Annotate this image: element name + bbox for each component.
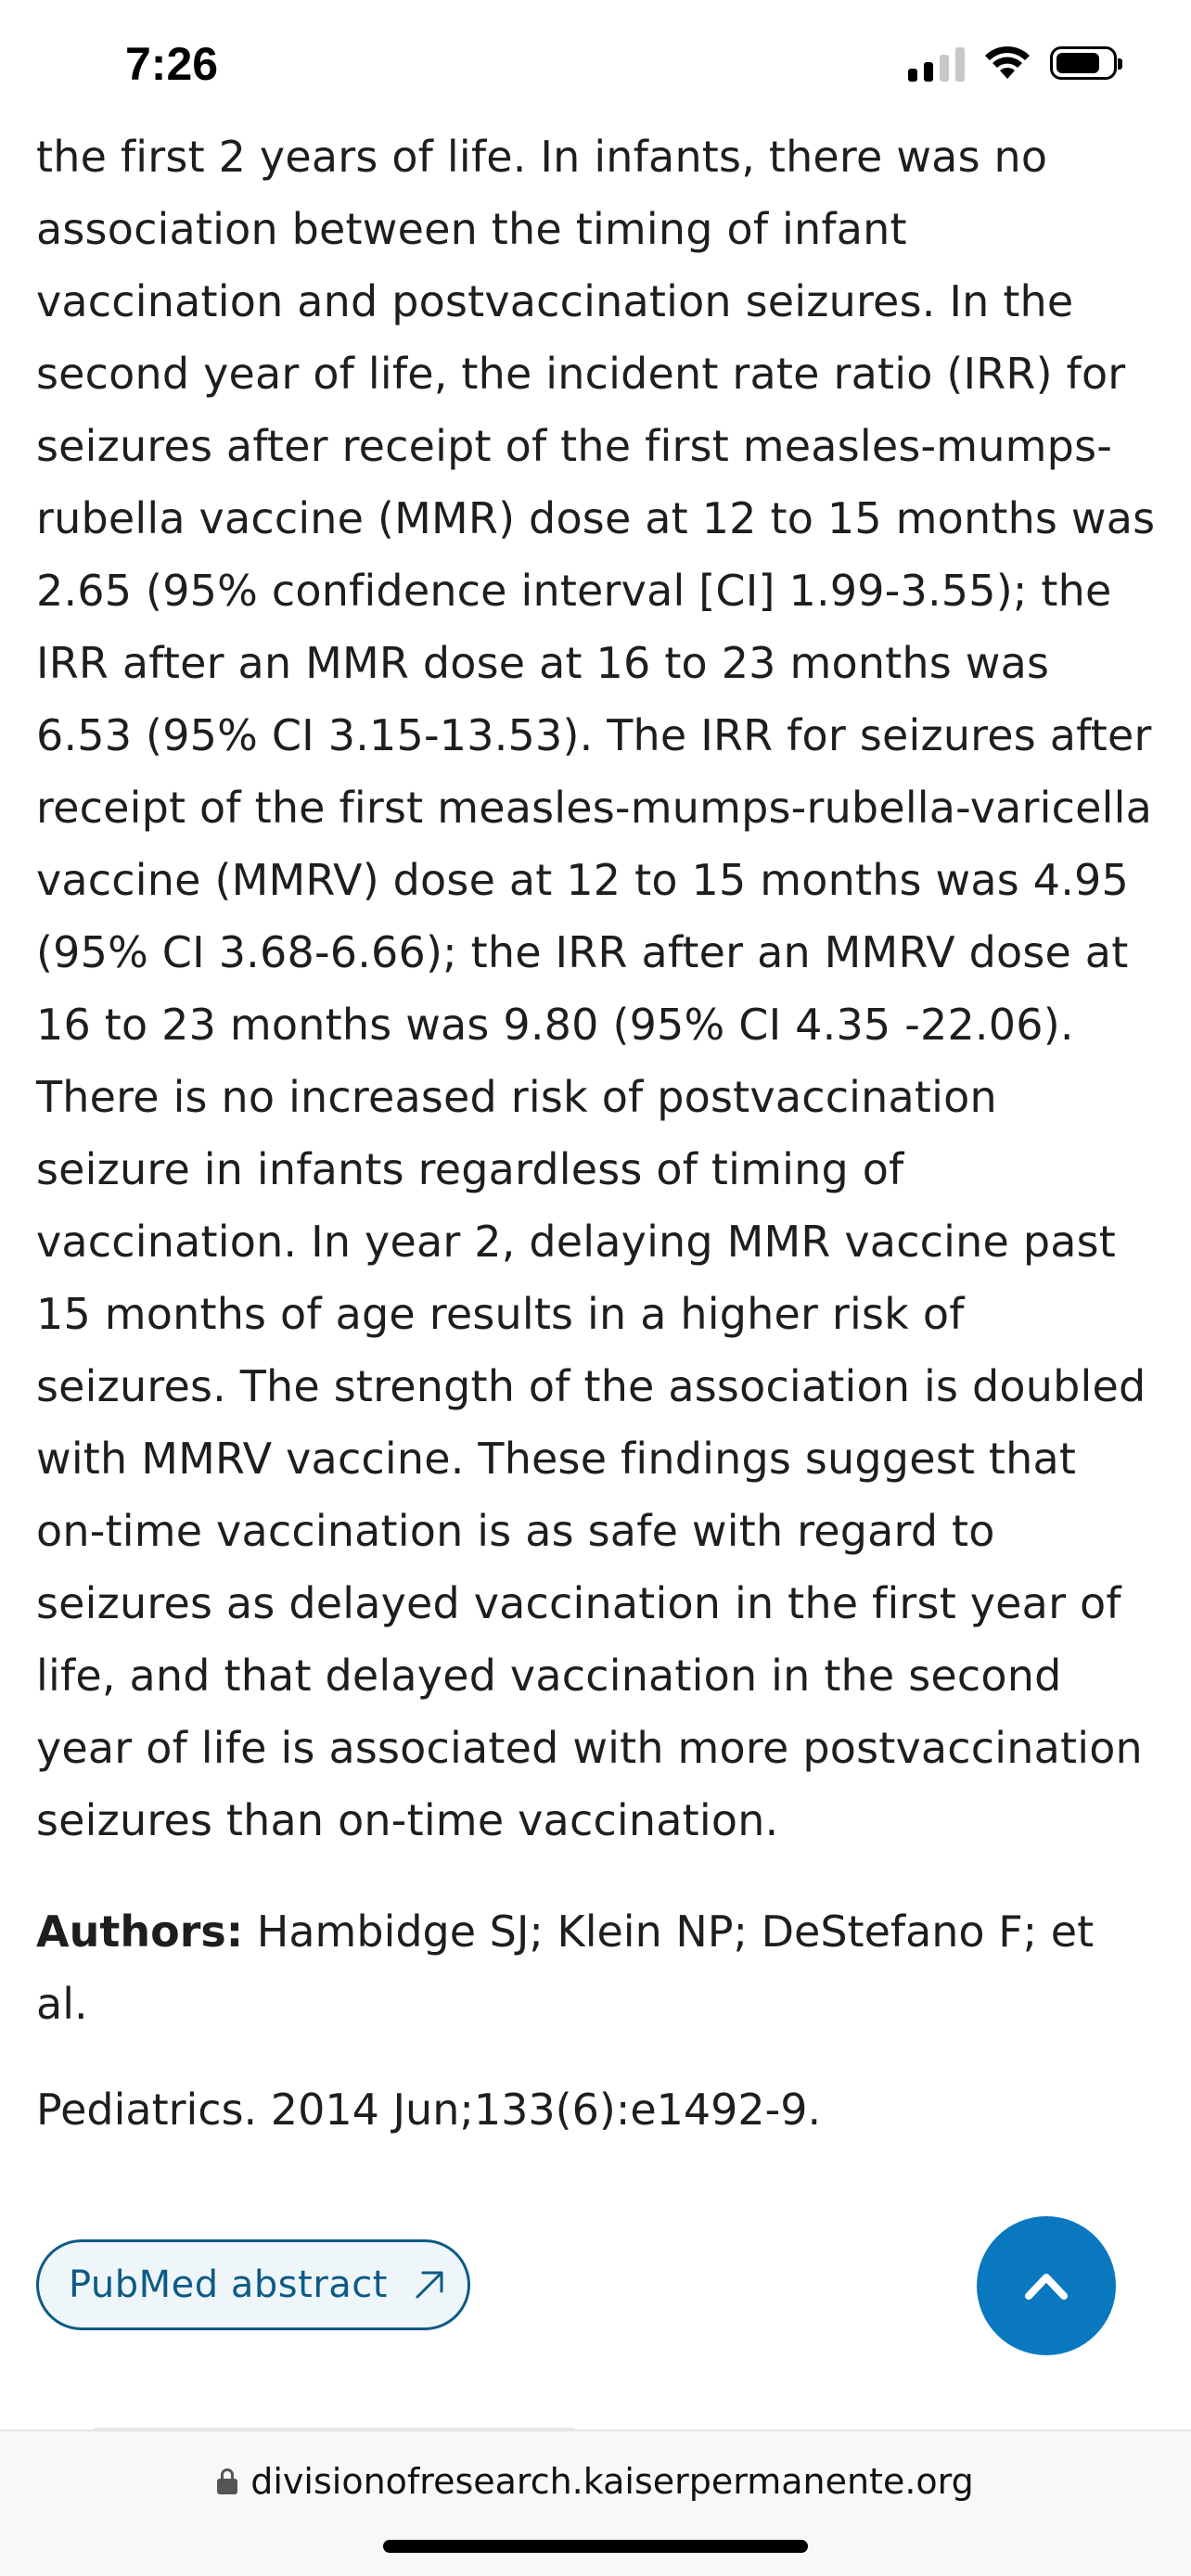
- citation: Pediatrics. 2014 Jun;133(6):e1492-9.: [36, 2085, 822, 2135]
- status-time: 7:26: [125, 38, 219, 90]
- home-indicator[interactable]: [383, 2540, 808, 2553]
- authors-line: [36, 1895, 1159, 2040]
- external-link-arrow-icon: [412, 2267, 447, 2302]
- authors-value: Hambidge SJ; Klein NP; DeStefano F; et al.: [36, 1906, 1095, 2029]
- article-content: [36, 121, 1159, 2146]
- status-icons: [908, 45, 1117, 82]
- status-bar: [0, 0, 1191, 111]
- url-display[interactable]: [0, 2461, 1191, 2502]
- lock-icon: [217, 2468, 237, 2494]
- pubmed-abstract-label: PubMed abstract: [69, 2264, 388, 2306]
- chevron-up-icon: [1021, 2261, 1071, 2311]
- pubmed-abstract-button[interactable]: [36, 2239, 470, 2330]
- url-text: divisionofresearch.kaiserpermanente.org: [250, 2461, 974, 2502]
- wifi-icon: [983, 45, 1031, 81]
- scroll-to-top-button[interactable]: [977, 2216, 1116, 2355]
- authors-label: Authors:: [36, 1906, 244, 1957]
- browser-address-bar[interactable]: [0, 2429, 1191, 2576]
- cellular-signal-icon: [908, 45, 965, 82]
- battery-icon: [1050, 46, 1117, 80]
- abstract-text: the first 2 years of life. In infants, there was no association between the timing of infant vaccination and postvaccination seizures. In the second year of life, the incident rate ratio (IRR) for seizures after receipt of the first measles-mumps-rubella vaccine (MMR) dose at 12 to 15 months was 2.65 (95% confidence interval [CI] 1.99-3.55); the IRR after an MMR dose at 16 to 23 months was 6.53 (95% CI 3.15-13.53). The IRR for seizures after receipt of the first measles-mumps-rubella-varicella vaccine (MMRV) dose at 12 to 15 months was 4.95 (95% CI 3.68-6.66); the IRR after an MMRV dose at 16 to 23 months was 9.80 (95% CI 4.35 -22.06). There is no increased risk of postvaccination seizure in infants regardless of timing of vaccination. In year 2, delaying MMR vaccine past 15 months of age results in a higher risk of seizures. The strength of the association is doubled with MMRV vaccine. These findings suggest that on-time vaccination is as safe with regard to seizures as delayed vaccination in the first year of life, and that delayed vaccination in the second year of life is associated with more postvaccination seizures than on-time vaccination.: [36, 132, 1156, 1845]
